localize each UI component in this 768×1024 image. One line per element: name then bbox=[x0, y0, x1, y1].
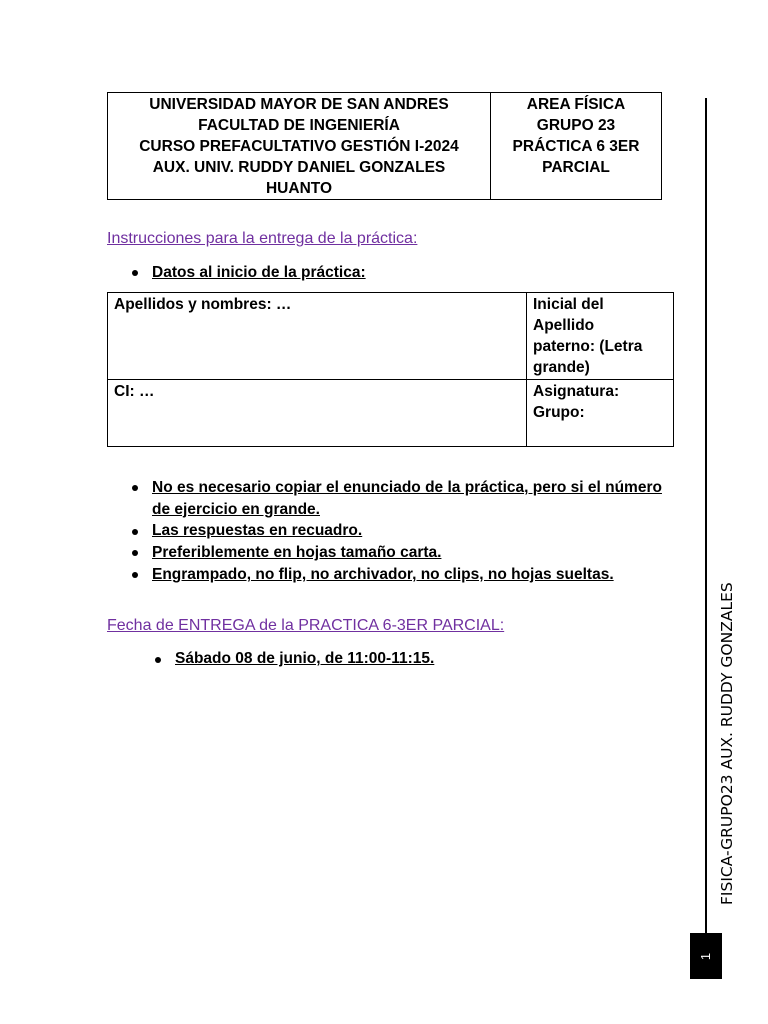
names-cell: Apellidos y nombres: … bbox=[108, 293, 527, 380]
rule-bullet: No es necesario copiar el enunciado de la práctica, pero si el número de ejercicio en grande. bbox=[152, 479, 662, 518]
cell-line: Apellido bbox=[533, 317, 595, 334]
header-line: PRÁCTICA 6 3ER bbox=[512, 138, 640, 155]
header-course-cell bbox=[491, 93, 662, 200]
header-line: GRUPO 23 bbox=[536, 117, 616, 134]
bullet-icon bbox=[132, 529, 138, 535]
ci-cell: CI: … bbox=[108, 380, 527, 447]
delivery-bullet: Sábado 08 de junio, de 11:00-11:15. bbox=[175, 650, 435, 667]
side-footer-text: FISICA-GRUPO23 AUX. RUDDY GONZALES bbox=[718, 582, 736, 905]
header-line: HUANTO bbox=[265, 180, 333, 197]
rule-bullet: Preferiblemente en hojas tamaño carta. bbox=[152, 544, 442, 561]
rule-bullet: Engrampado, no flip, no archivador, no clips, no hojas sueltas. bbox=[152, 566, 614, 583]
header-table bbox=[107, 92, 662, 200]
header-institution-cell bbox=[108, 93, 491, 200]
side-rule bbox=[705, 98, 707, 936]
bullet-icon bbox=[132, 270, 138, 276]
cell-line: Asignatura: bbox=[533, 383, 620, 400]
cell-line: Grupo: bbox=[533, 404, 585, 421]
rule-bullet: Las respuestas en recuadro. bbox=[152, 522, 363, 539]
header-line: AREA FÍSICA bbox=[526, 96, 626, 113]
instructions-title: Instrucciones para la entrega de la práctica: bbox=[107, 230, 418, 247]
page-number-wrap bbox=[690, 933, 722, 979]
header-line: PARCIAL bbox=[542, 159, 610, 176]
instruction-bullet: Datos al inicio de la práctica: bbox=[152, 264, 366, 281]
header-line: AUX. UNIV. RUDDY DANIEL GONZALES bbox=[152, 159, 446, 176]
cell-line: Inicial del bbox=[533, 296, 604, 313]
bullet-icon bbox=[155, 657, 161, 663]
student-data-table bbox=[107, 292, 674, 447]
page-number: 1 bbox=[698, 952, 714, 960]
delivery-title: Fecha de ENTREGA de la PRACTICA 6-3ER PARCIAL: bbox=[107, 617, 505, 634]
page-number-box bbox=[690, 933, 722, 979]
header-line: FACULTAD DE INGENIERÍA bbox=[198, 117, 400, 134]
initial-cell bbox=[527, 293, 674, 380]
bullet-icon bbox=[132, 572, 138, 578]
header-line: UNIVERSIDAD MAYOR DE SAN ANDRES bbox=[149, 96, 449, 113]
cell-line: grande) bbox=[533, 359, 590, 376]
header-line: CURSO PREFACULTATIVO GESTIÓN I-2024 bbox=[139, 138, 459, 155]
bullet-icon bbox=[132, 485, 138, 491]
subject-group-cell bbox=[527, 380, 674, 447]
bullet-icon bbox=[132, 550, 138, 556]
cell-line: paterno: (Letra bbox=[533, 338, 643, 355]
